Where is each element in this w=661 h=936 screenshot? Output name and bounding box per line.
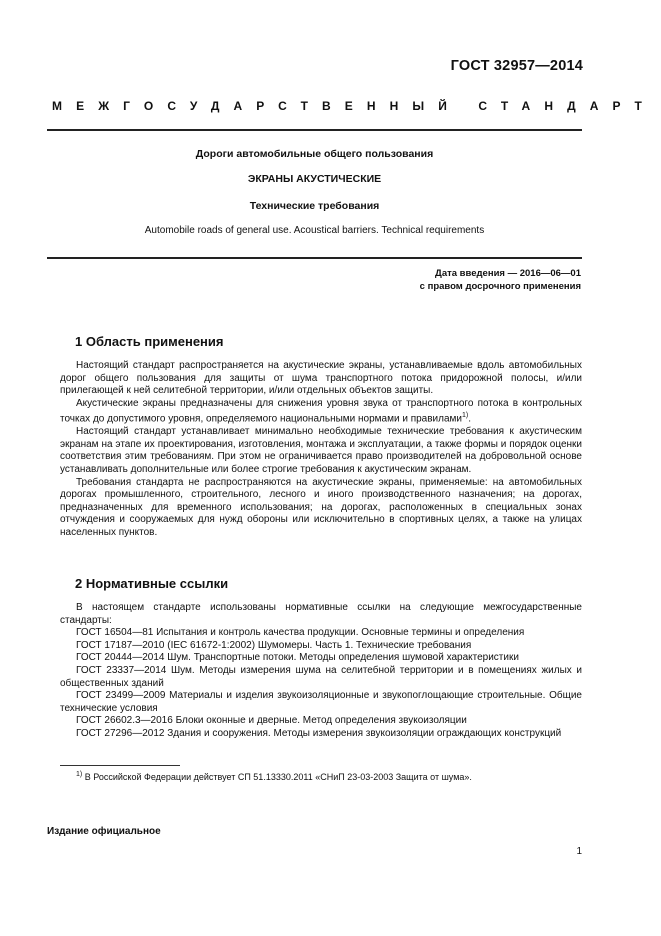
english-title: Automobile roads of general use. Acoustical barriers. Technical requirements [144, 225, 485, 236]
footnote-text: В Российской Федерации действует СП 51.13330.2011 «СНиП 23-03-2003 Защита от шума». [84, 772, 472, 782]
section-2-body [60, 602, 582, 741]
section-2-heading: 2 Нормативные ссылки [75, 576, 229, 591]
top-rule [47, 129, 582, 131]
official-edition-label: Издание официальное [47, 826, 161, 837]
paragraph: Настоящий стандарт устанавливает минимально необходимые технические требования к акустическим экранам на этапе их проектирования, изготовления, монтажа и эксплуатации, а также формы и порядок оценки соответствия этим требованиям. При этом не ограничивается право производителей на добровольной основе устанавливать дополнительные или более строгие требования к акустическим экранам. [60, 426, 582, 476]
footnote-ref: 1) [462, 412, 469, 420]
document-subject: ЭКРАНЫ АКУСТИЧЕСКИЕ [247, 173, 382, 185]
standard-designation: ГОСТ 32957—2014 [450, 58, 583, 74]
early-application-note: с правом досрочного применения [419, 281, 581, 292]
footnote-rule [60, 765, 180, 766]
interstate-standard-label: МЕЖГОСУДАРСТВЕННЫЙ СТАНДАРТ [52, 99, 656, 113]
paragraph: Акустические экраны предназначены для снижения уровня звука от транспортного потока в контрольных точках до допустимого уровня, определяемого национальными нормами и правилами$^{1)}$. [60, 397, 582, 425]
title-rule [47, 257, 582, 259]
footnote-mark: 1) [76, 771, 83, 778]
section-1-heading: 1 Область применения [75, 334, 224, 349]
reference-item: ГОСТ 23499—2009 Материалы и изделия звукоизоляционные и звукопоглощающие строительные. Общие технические условия [60, 690, 582, 714]
document-title: Дороги автомобильные общего пользования [195, 148, 434, 160]
reference-item: ГОСТ 16504—81 Испытания и контроль качества продукции. Основные термины и определения [76, 627, 525, 639]
paragraph: Требования стандарта не распространяются на акустические экраны, применяемые: на автомобильных дорогах промышленного, строительного, лесного и иного производственного назначения; на дорогах, предназначенных для временного использования; на дорогах, расположенных в специальных зонах отчуждения и сооружаемых для нужд обороны или исключительно в спортивных целях, а также на улицах населенных пунктов. [60, 476, 582, 539]
footnote [76, 771, 472, 782]
document-requirements-title: Технические требования [249, 200, 380, 212]
paragraph: Настоящий стандарт распространяется на акустические экраны, устанавливаемые вдоль автомобильных дорог общего пользования для защиты от шума транспортного потока придорожной полосы, и/или прилегающей к ней селитебной территории, и/или отдельных объектов защиты. [60, 360, 582, 397]
reference-item: ГОСТ 17187—2010 (IEC 61672-1:2002) Шумомеры. Часть 1. Технические требования [76, 639, 472, 651]
reference-item: ГОСТ 20444—2014 Шум. Транспортные потоки. Методы определения шумовой характеристики [76, 652, 519, 664]
reference-item: ГОСТ 23337—2014 Шум. Методы измерения шума на селитебной территории и в помещениях жилых и общественных зданий [60, 664, 582, 689]
reference-item: ГОСТ 27296—2012 Здания и сооружения. Методы измерения звукоизоляции ограждающих конструкций [76, 727, 562, 739]
reference-item: ГОСТ 26602.3—2016 Блоки оконные и дверные. Метод определения звукоизоляции [76, 715, 467, 727]
page-number: 1 [576, 846, 582, 857]
section-1-body [60, 360, 582, 540]
introduction-date: Дата введения — 2016—06—01 [435, 268, 581, 279]
introduction-date-block [420, 267, 581, 293]
references-intro: В настоящем стандарте использованы нормативные ссылки на следующие межгосударственные стандарты: [60, 602, 582, 626]
